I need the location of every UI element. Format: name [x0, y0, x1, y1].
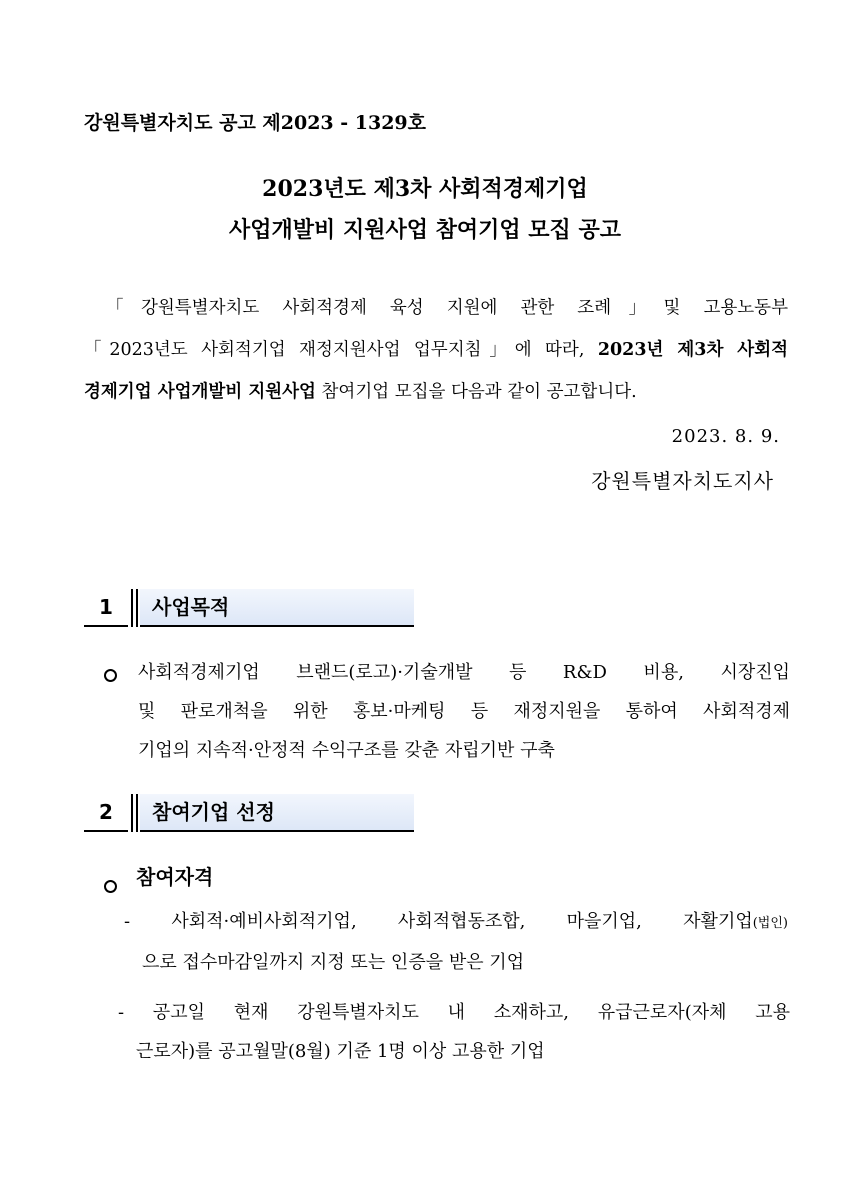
eligibility-item-2-line-2: 근로자)를 공고월말(8월) 기준 1명 이상 고용한 기업	[136, 1041, 545, 1062]
section-1-line: 및 판로개척을 위한 홍보·마케팅 등 재정지원을 통하여 사회적경제	[138, 701, 790, 722]
intro-paragraph	[84, 287, 788, 413]
notice-date: 2023. 8. 9.	[671, 426, 780, 447]
intro-line-3-bold: 경제기업 사업개발비 지원사업	[84, 382, 316, 402]
eligibility-item-1-note: (법인)	[752, 916, 788, 931]
section-divider	[131, 589, 133, 627]
section-1-line: 사회적경제기업 브랜드(로고)·기술개발 등 R&D 비용, 시장진입	[138, 662, 790, 683]
page-title-line-2: 사업개발비 지원사업 참여기업 모집 공고	[229, 217, 621, 243]
intro-line-2-text: 「2023년도 사회적기업 재정지원사업 업무지침」에 따라,	[84, 340, 598, 360]
eligibility-item-2	[118, 993, 790, 1071]
hollow-circle-icon	[104, 875, 117, 896]
section-2-header	[84, 794, 414, 832]
section-1-title: 사업목적	[140, 589, 414, 627]
section-divider	[136, 794, 138, 832]
section-2-title: 참여기업 선정	[140, 794, 414, 832]
intro-line-3	[84, 371, 788, 413]
section-divider	[131, 794, 133, 832]
intro-line-2-bold: 2023년 제3차 사회적	[597, 340, 789, 360]
section-1-number: 1	[84, 589, 128, 627]
section-1-line: 기업의 지속적·안정적 수익구조를 갖춘 자립기반 구축	[138, 740, 555, 761]
page-title-line-1: 2023년도 제3차 사회적경제기업	[262, 176, 588, 202]
intro-line-1: 「강원특별자치도 사회적경제 육성 지원에 관한 조례」및 고용노동부	[106, 298, 788, 318]
eligibility-item-1-line-1	[124, 902, 788, 943]
eligibility-item-1-line-2: 으로 접수마감일까지 지정 또는 인증을 받은 기업	[142, 952, 525, 973]
eligibility-item-1-text: - 사회적·예비사회적기업, 사회적협동조합, 마을기업, 자활기업	[124, 911, 753, 932]
issuer-name: 강원특별자치도지사	[591, 469, 774, 493]
eligibility-item-2-line-1: - 공고일 현재 강원특별자치도 내 소재하고, 유급근로자(자체 고용	[118, 1002, 790, 1023]
intro-line-2	[84, 329, 788, 371]
hollow-circle-icon	[104, 664, 117, 685]
intro-line-3-text: 참여기업 모집을 다음과 같이 공고합니다.	[315, 382, 637, 402]
section-1-header	[84, 589, 414, 627]
section-1-body	[138, 653, 790, 770]
section-divider	[136, 589, 138, 627]
notice-number: 강원특별자치도 공고 제2023 - 1329호	[84, 112, 427, 134]
section-2-number: 2	[84, 794, 128, 832]
subsection-title-eligibility: 참여자격	[136, 865, 214, 889]
eligibility-item-1	[124, 902, 788, 982]
